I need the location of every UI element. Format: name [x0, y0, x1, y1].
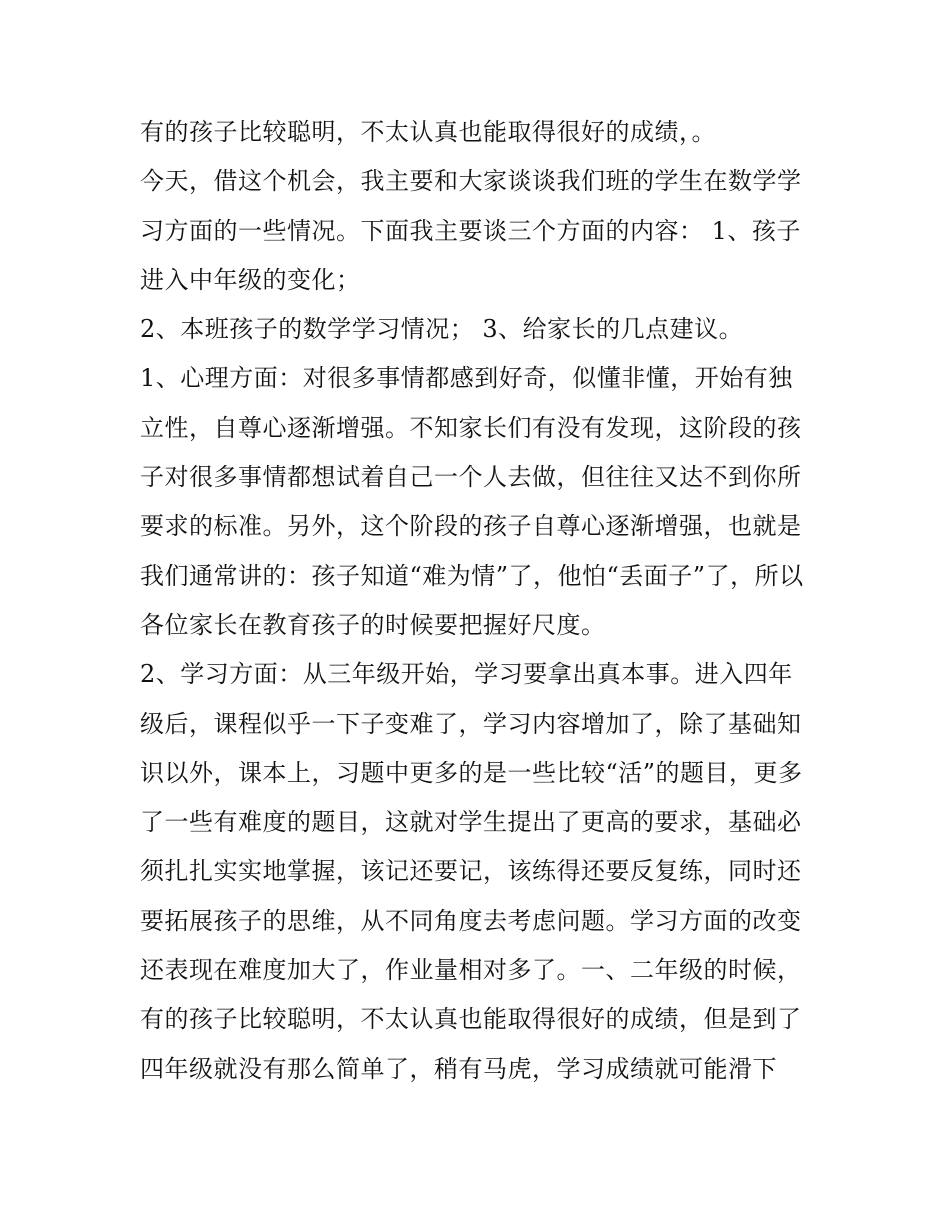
text-line: 识以外，课本上，习题中更多的是一些比较“活”的题目，更多: [140, 758, 803, 787]
paragraph-3: [140, 305, 820, 354]
paragraph-5: [140, 650, 820, 1094]
text-line: 进入中年级的变化；: [140, 265, 361, 294]
text-line: 我们通常讲的：孩子知道“难为情”了，他怕“丢面子”了，所以: [140, 561, 804, 590]
text-line: 还表现在难度加大了，作业量相对多了。一、二年级的时候，: [140, 956, 802, 985]
text-line: 立性，自尊心逐渐增强。不知家长们有没有发现，这阶段的孩: [140, 413, 802, 442]
text-line: 四年级就没有那么简单了，稍有马虎，学习成绩就可能滑下: [140, 1054, 777, 1083]
text-line: 1、心理方面：对很多事情都感到好奇，似懂非懂，开始有独: [140, 364, 793, 393]
text-line: 今天，借这个机会，我主要和大家谈谈我们班的学生在数学学: [140, 167, 802, 196]
paragraph-2: [140, 157, 820, 305]
text-line: 有的孩子比较聪明，不太认真也能取得很好的成绩，但是到了: [140, 1005, 802, 1034]
document-body: [140, 108, 820, 1094]
text-line: 级后，课程似乎一下子变难了，学习内容增加了，除了基础知: [140, 709, 802, 738]
text-line: 有的孩子比较聪明，不太认真也能取得很好的成绩，。: [140, 118, 716, 146]
text-line: 2、本班孩子的数学学习情况； 3、给家长的几点建议。: [140, 315, 744, 344]
text-line: 习方面的一些情况。下面我主要谈三个方面的内容： 1、孩子: [140, 216, 801, 245]
text-line: 要拓展孩子的思维，从不同角度去考虑问题。学习方面的改变: [140, 906, 802, 935]
text-line: 各位家长在教育孩子的时候要把握好尺度。: [140, 610, 606, 639]
text-line: 子对很多事情都想试着自己一个人去做，但往往又达不到你所: [140, 463, 802, 492]
text-line: 了一些有难度的题目，这就对学生提出了更高的要求，基础必: [140, 808, 802, 837]
paragraph-4: [140, 354, 820, 650]
paragraph-1: [140, 108, 820, 157]
text-line: 2、学习方面：从三年级开始，学习要拿出真本事。进入四年: [140, 660, 793, 689]
text-line: 须扎扎实实地掌握，该记还要记，该练得还要反复练，同时还: [140, 857, 802, 886]
text-line: 要求的标准。另外，这个阶段的孩子自尊心逐渐增强，也就是: [140, 512, 802, 541]
